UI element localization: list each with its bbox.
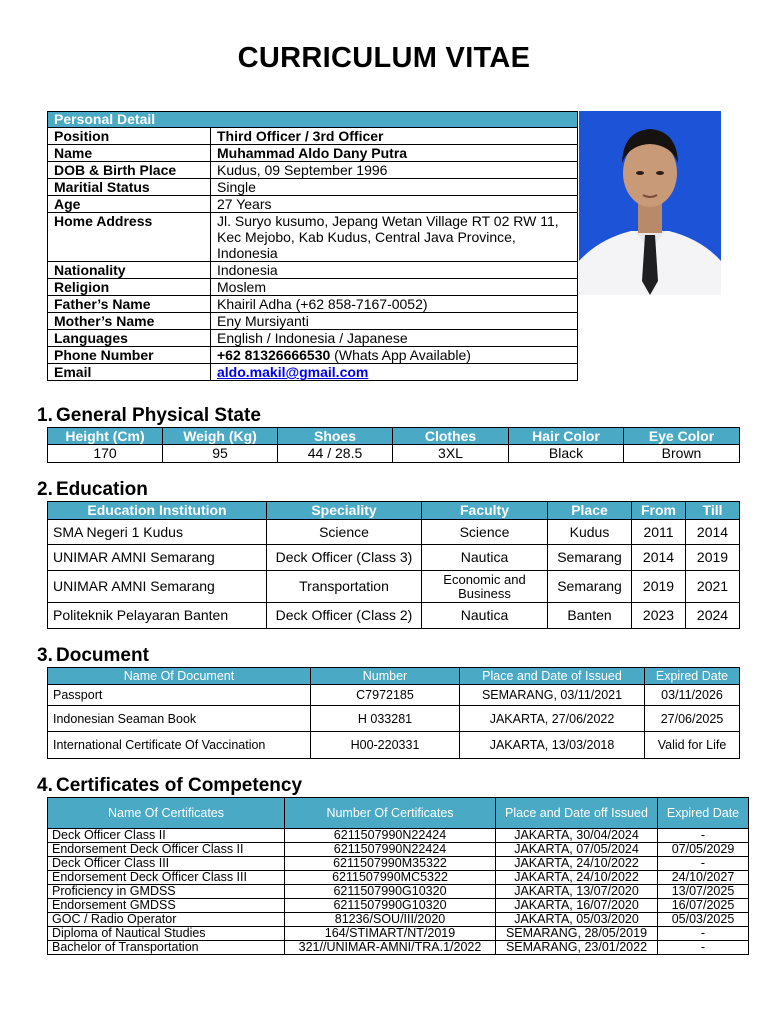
table-row (48, 330, 578, 347)
personal-detail-header: Personal Detail (48, 112, 578, 128)
faculty-cell: Nautica (422, 603, 548, 629)
table-row (48, 262, 578, 279)
table-row (48, 347, 578, 364)
clothes-value: 3XL (393, 445, 509, 463)
document-title: CURRICULUM VITAE (237, 42, 531, 74)
from-cell: 2019 (632, 571, 686, 603)
document-issued-cell: JAKARTA, 13/03/2018 (460, 732, 645, 759)
nationality-label: Nationality (48, 262, 211, 279)
certificate-issued-cell: JAKARTA, 07/05/2024 (496, 843, 658, 857)
shoes-value: 44 / 28.5 (278, 445, 393, 463)
table-row (48, 445, 740, 463)
certificate-issued-cell: SEMARANG, 23/01/2022 (496, 941, 658, 955)
certificate-name-cell: Deck Officer Class III (48, 857, 285, 871)
section-document-heading: 3. Document (37, 645, 149, 666)
certificate-issued-cell: JAKARTA, 24/10/2022 (496, 871, 658, 885)
certificate-expired-cell: 07/05/2029 (658, 843, 749, 857)
document-issued-cell: SEMARANG, 03/11/2021 (460, 685, 645, 706)
faculty-cell: Economic and Business (422, 571, 548, 603)
table-row (48, 843, 749, 857)
dob-value: Kudus, 09 September 1996 (211, 162, 578, 179)
institution-cell: UNIMAR AMNI Semarang (48, 545, 267, 571)
place-header: Place (548, 502, 632, 520)
section-physical-heading: 1. General Physical State (37, 405, 261, 426)
till-cell: 2014 (686, 520, 740, 545)
speciality-header: Speciality (267, 502, 422, 520)
hair-color-value: Black (509, 445, 624, 463)
certificate-issued-cell: JAKARTA, 05/03/2020 (496, 913, 658, 927)
speciality-cell: Deck Officer (Class 3) (267, 545, 422, 571)
eye-color-value: Brown (624, 445, 740, 463)
marital-status-label: Maritial Status (48, 179, 211, 196)
table-row (48, 685, 740, 706)
institution-header: Education Institution (48, 502, 267, 520)
document-issued-header: Place and Date of Issued (460, 668, 645, 685)
speciality-cell: Science (267, 520, 422, 545)
age-label: Age (48, 196, 211, 213)
mothers-name-label: Mother’s Name (48, 313, 211, 330)
certificate-issued-header: Place and Date off Issued (496, 798, 658, 829)
till-cell: 2024 (686, 603, 740, 629)
email-label: Email (48, 364, 211, 381)
profile-photo-illustration (579, 111, 721, 295)
certificate-number-cell: 81236/SOU/III/2020 (285, 913, 496, 927)
speciality-cell: Deck Officer (Class 2) (267, 603, 422, 629)
institution-cell: SMA Negeri 1 Kudus (48, 520, 267, 545)
table-row (48, 571, 740, 603)
phone-number: +62 81326666530 (217, 347, 331, 363)
certificate-name-cell: Endorsement Deck Officer Class II (48, 843, 285, 857)
certificate-expired-cell: - (658, 857, 749, 871)
document-table (47, 667, 740, 759)
certificate-number-cell: 6211507990MC5322 (285, 871, 496, 885)
document-issued-cell: JAKARTA, 27/06/2022 (460, 706, 645, 732)
mothers-name-value: Eny Mursiyanti (211, 313, 578, 330)
faculty-cell: Science (422, 520, 548, 545)
certificate-name-cell: GOC / Radio Operator (48, 913, 285, 927)
faculty-header: Faculty (422, 502, 548, 520)
shoes-header: Shoes (278, 428, 393, 445)
document-expired-cell: Valid for Life (645, 732, 740, 759)
table-row (48, 732, 740, 759)
certificate-expired-cell: 16/07/2025 (658, 899, 749, 913)
certificate-expired-cell: 24/10/2027 (658, 871, 749, 885)
education-table (47, 501, 740, 629)
place-cell: Kudus (548, 520, 632, 545)
document-number-cell: C7972185 (311, 685, 460, 706)
table-row (48, 296, 578, 313)
certificate-name-cell: Bachelor of Transportation (48, 941, 285, 955)
document-expired-header: Expired Date (645, 668, 740, 685)
physical-state-table (47, 427, 740, 463)
table-row (48, 313, 578, 330)
table-row (48, 603, 740, 629)
certificate-expired-header: Expired Date (658, 798, 749, 829)
section-education-heading: 2. Education (37, 479, 148, 500)
religion-value: Moslem (211, 279, 578, 296)
certificate-number-cell: 6211507990N22424 (285, 829, 496, 843)
position-label: Position (48, 128, 211, 145)
email-link[interactable]: aldo.makil@gmail.com (217, 364, 369, 380)
section-certificates-heading: 4. Certificates of Competency (37, 775, 303, 796)
table-row (48, 196, 578, 213)
marital-status-value: Single (211, 179, 578, 196)
religion-label: Religion (48, 279, 211, 296)
certificate-issued-cell: JAKARTA, 24/10/2022 (496, 857, 658, 871)
speciality-cell: Transportation (267, 571, 422, 603)
email-value (211, 364, 578, 381)
faculty-cell: Nautica (422, 545, 548, 571)
from-cell: 2011 (632, 520, 686, 545)
till-cell: 2019 (686, 545, 740, 571)
table-row (48, 179, 578, 196)
profile-photo (579, 111, 721, 295)
certificate-expired-cell: - (658, 829, 749, 843)
table-row (48, 871, 749, 885)
table-row (48, 213, 578, 262)
languages-label: Languages (48, 330, 211, 347)
certificate-expired-cell: 05/03/2025 (658, 913, 749, 927)
place-cell: Banten (548, 603, 632, 629)
certificate-number-cell: 164/STIMART/NT/2019 (285, 927, 496, 941)
name-label: Name (48, 145, 211, 162)
table-row (48, 128, 578, 145)
document-number-header: Number (311, 668, 460, 685)
fathers-name-label: Father’s Name (48, 296, 211, 313)
table-row (48, 520, 740, 545)
place-cell: Semarang (548, 571, 632, 603)
phone-note: (Whats App Available) (330, 347, 471, 363)
certificate-name-cell: Endorsement Deck Officer Class III (48, 871, 285, 885)
name-value: Muhammad Aldo Dany Putra (211, 145, 578, 162)
position-value: Third Officer / 3rd Officer (211, 128, 578, 145)
place-cell: Semarang (548, 545, 632, 571)
table-header-row (48, 798, 749, 829)
phone-value (211, 347, 578, 364)
height-value: 170 (48, 445, 163, 463)
certificate-issued-cell: JAKARTA, 13/07/2020 (496, 885, 658, 899)
certificate-issued-cell: JAKARTA, 30/04/2024 (496, 829, 658, 843)
certificate-expired-cell: 13/07/2025 (658, 885, 749, 899)
certificate-name-cell: Deck Officer Class II (48, 829, 285, 843)
nationality-value: Indonesia (211, 262, 578, 279)
clothes-header: Clothes (393, 428, 509, 445)
certificate-name-cell: Endorsement GMDSS (48, 899, 285, 913)
home-address-value: Jl. Suryo kusumo, Jepang Wetan Village RT 02 RW 11, Kec Mejobo, Kab Kudus, Central Java Province, Indonesia (211, 213, 578, 262)
table-row (48, 885, 749, 899)
certificate-number-cell: 321//UNIMAR-AMNI/TRA.1/2022 (285, 941, 496, 955)
table-row (48, 941, 749, 955)
dob-label: DOB & Birth Place (48, 162, 211, 179)
table-row (48, 706, 740, 732)
hair-color-header: Hair Color (509, 428, 624, 445)
table-row (48, 829, 749, 843)
document-number-cell: H00-220331 (311, 732, 460, 759)
document-number-cell: H 033281 (311, 706, 460, 732)
home-address-label: Home Address (48, 213, 211, 262)
certificates-table (47, 797, 749, 955)
table-row (48, 913, 749, 927)
institution-cell: UNIMAR AMNI Semarang (48, 571, 267, 603)
weight-value: 95 (163, 445, 278, 463)
table-header-row (48, 428, 740, 445)
certificate-issued-cell: SEMARANG, 28/05/2019 (496, 927, 658, 941)
document-expired-cell: 27/06/2025 (645, 706, 740, 732)
certificate-number-cell: 6211507990N22424 (285, 843, 496, 857)
document-name-cell: Passport (48, 685, 311, 706)
from-cell: 2014 (632, 545, 686, 571)
age-value: 27 Years (211, 196, 578, 213)
document-name-cell: International Certificate Of Vaccination (48, 732, 311, 759)
till-header: Till (686, 502, 740, 520)
table-row (48, 279, 578, 296)
table-row (48, 162, 578, 179)
certificate-expired-cell: - (658, 941, 749, 955)
document-expired-cell: 03/11/2026 (645, 685, 740, 706)
institution-cell: Politeknik Pelayaran Banten (48, 603, 267, 629)
certificate-number-cell: 6211507990M35322 (285, 857, 496, 871)
certificate-number-cell: 6211507990G10320 (285, 885, 496, 899)
table-header-row (48, 668, 740, 685)
personal-detail-table (47, 111, 578, 381)
certificate-number-header: Number Of Certificates (285, 798, 496, 829)
document-name-cell: Indonesian Seaman Book (48, 706, 311, 732)
height-header: Height (Cm) (48, 428, 163, 445)
table-header-row (48, 502, 740, 520)
fathers-name-value: Khairil Adha (+62 858-7167-0052) (211, 296, 578, 313)
table-row (48, 364, 578, 381)
languages-value: English / Indonesia / Japanese (211, 330, 578, 347)
from-cell: 2023 (632, 603, 686, 629)
table-row (48, 927, 749, 941)
certificate-number-cell: 6211507990G10320 (285, 899, 496, 913)
from-header: From (632, 502, 686, 520)
table-row (48, 145, 578, 162)
phone-label: Phone Number (48, 347, 211, 364)
certificate-issued-cell: JAKARTA, 16/07/2020 (496, 899, 658, 913)
table-row (48, 899, 749, 913)
certificate-name-cell: Proficiency in GMDSS (48, 885, 285, 899)
eye-color-header: Eye Color (624, 428, 740, 445)
table-row (48, 545, 740, 571)
certificate-expired-cell: - (658, 927, 749, 941)
table-row (48, 857, 749, 871)
weight-header: Weigh (Kg) (163, 428, 278, 445)
certificate-name-header: Name Of Certificates (48, 798, 285, 829)
document-name-header: Name Of Document (48, 668, 311, 685)
certificate-name-cell: Diploma of Nautical Studies (48, 927, 285, 941)
till-cell: 2021 (686, 571, 740, 603)
